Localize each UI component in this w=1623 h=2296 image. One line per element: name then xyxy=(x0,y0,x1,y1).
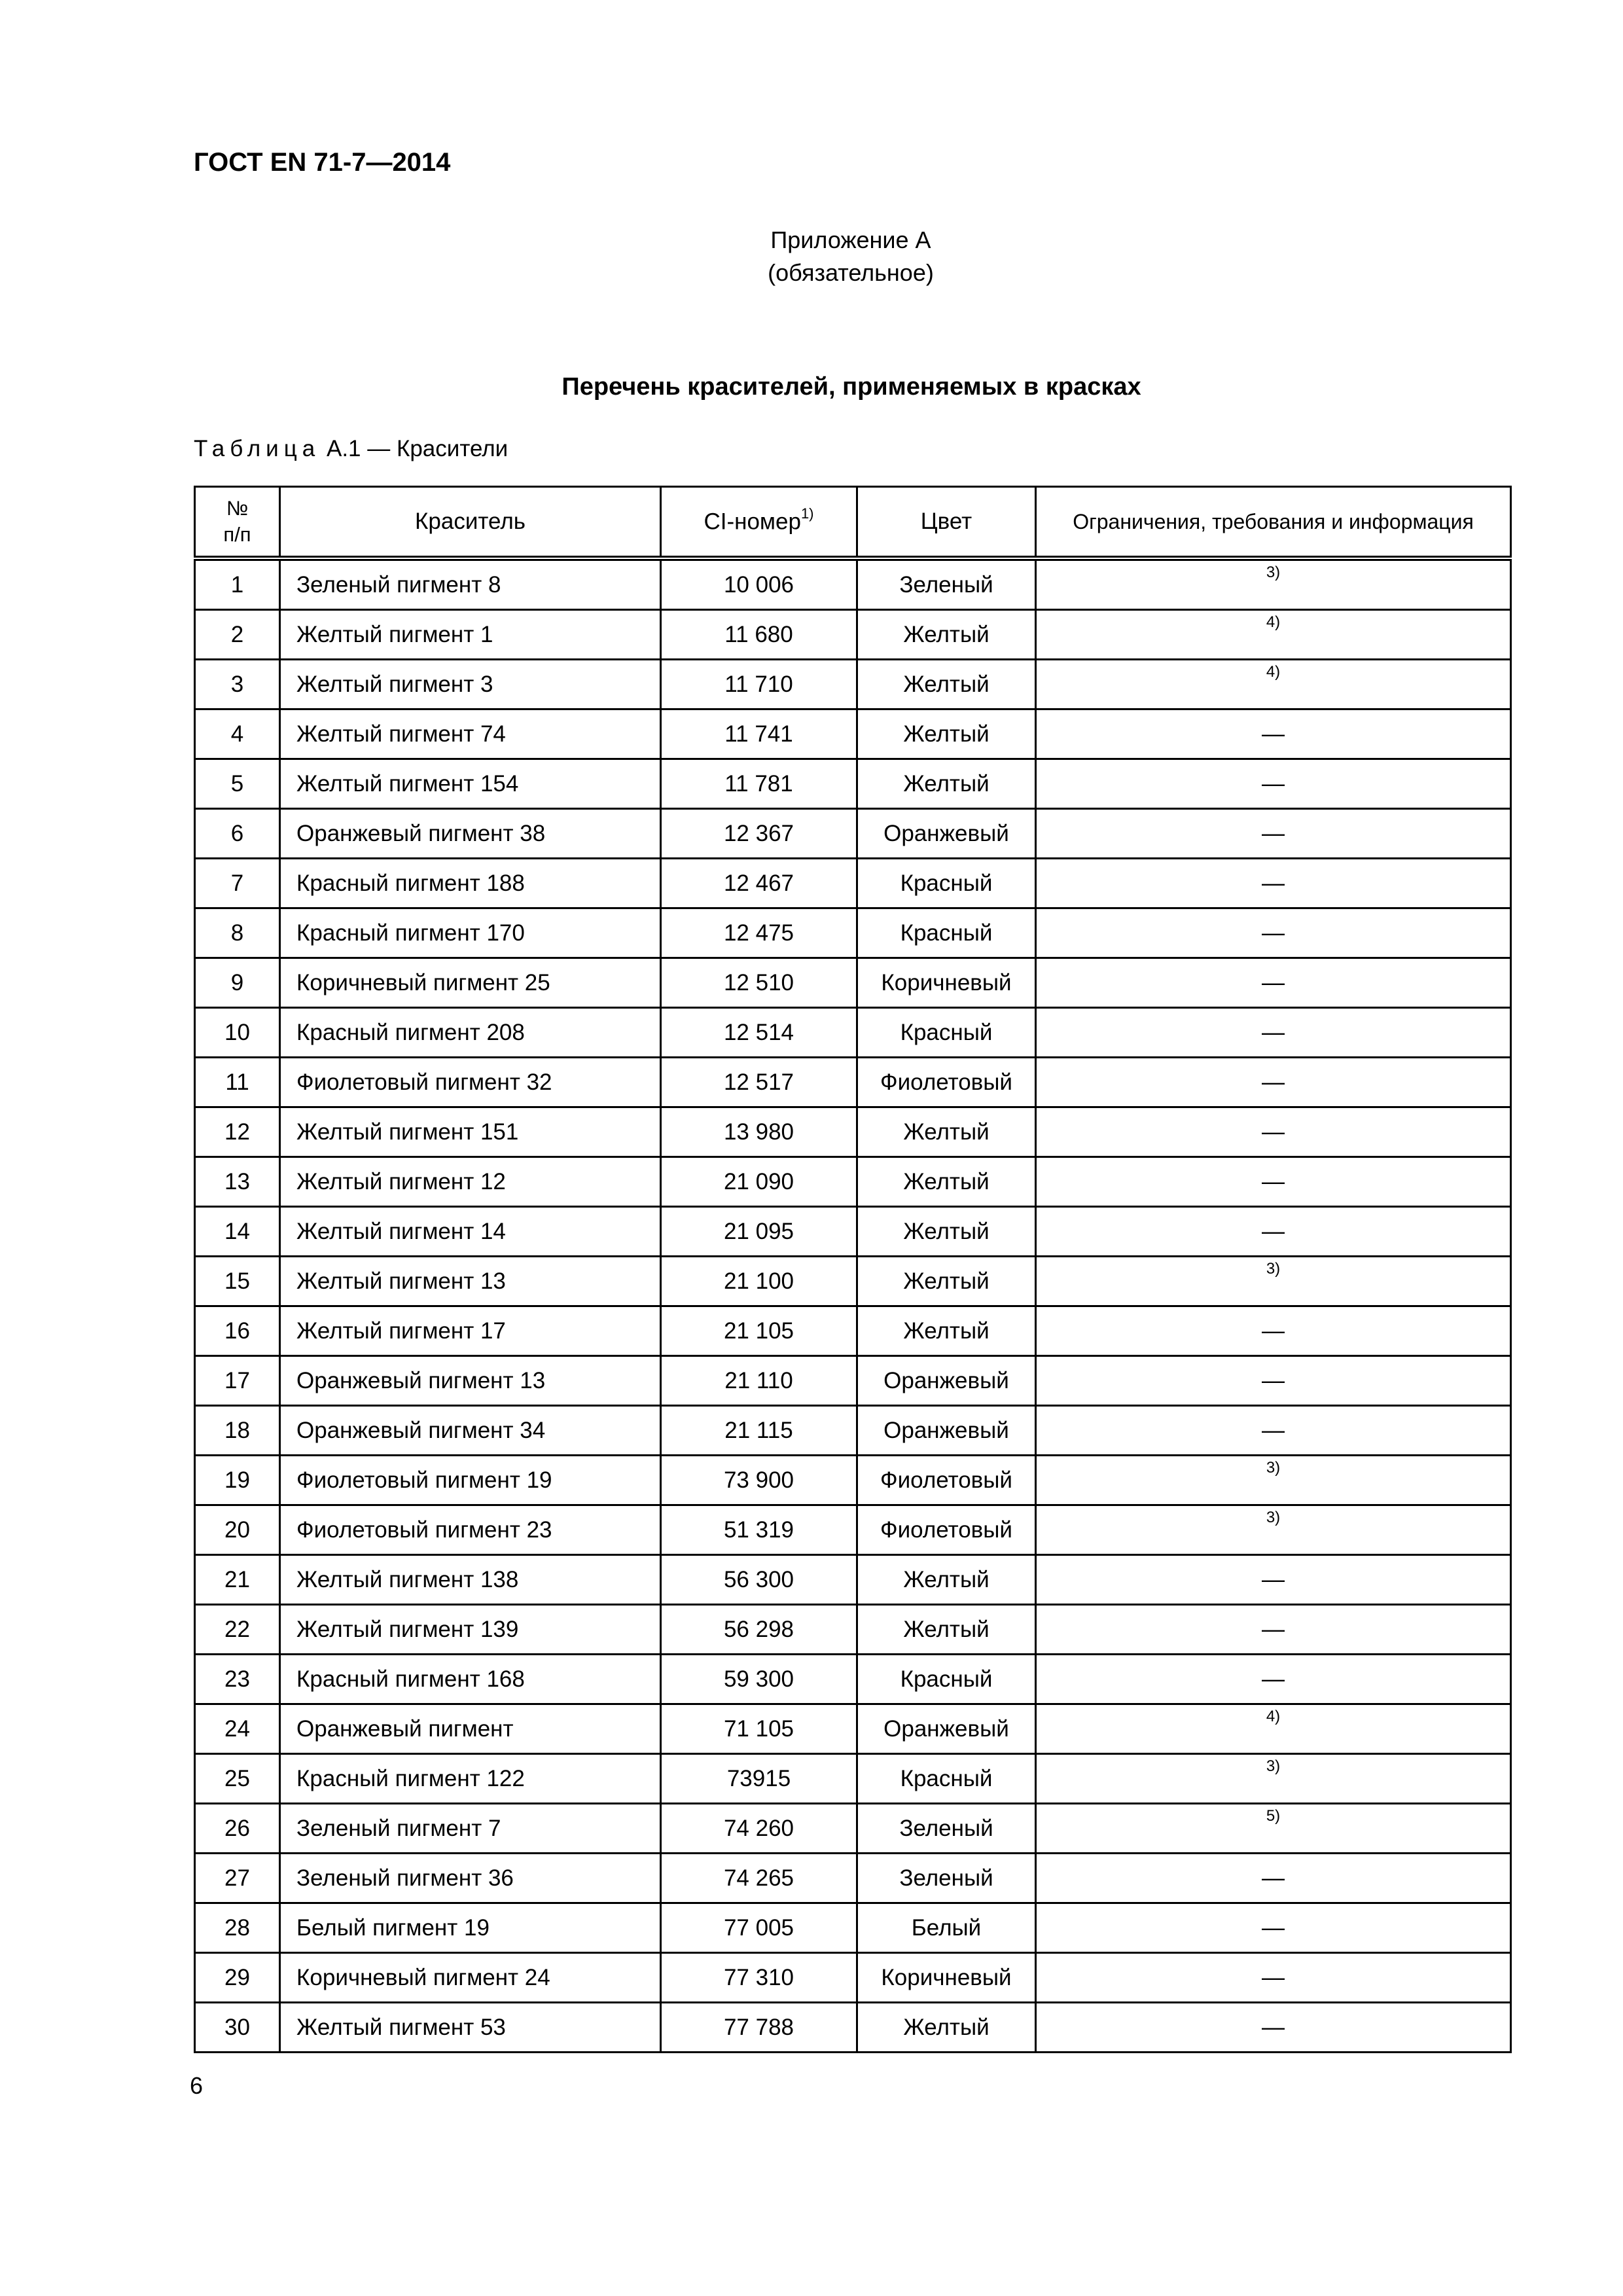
table-row xyxy=(195,660,1511,709)
table-caption xyxy=(194,436,508,462)
row-restriction-footnote: 3) xyxy=(1266,564,1281,581)
row-dye-name: Зеленый пигмент 8 xyxy=(280,558,661,610)
row-color: Оранжевый xyxy=(857,1356,1036,1406)
row-ci-number: 12 517 xyxy=(661,1058,857,1107)
row-restriction-dash: — xyxy=(1262,1119,1285,1145)
row-restriction-dash: — xyxy=(1262,1218,1285,1244)
row-dye-name: Красный пигмент 188 xyxy=(280,859,661,908)
row-number: 12 xyxy=(195,1107,280,1157)
row-color: Желтый xyxy=(857,1555,1036,1605)
row-color: Желтый xyxy=(857,1107,1036,1157)
row-restriction-dash: — xyxy=(1262,1616,1285,1642)
row-restriction-dash: — xyxy=(1262,1964,1285,1990)
row-dye-name: Желтый пигмент 14 xyxy=(280,1207,661,1257)
row-number: 27 xyxy=(195,1854,280,1903)
row-number: 4 xyxy=(195,709,280,759)
row-restriction-dash: — xyxy=(1262,721,1285,747)
row-number: 13 xyxy=(195,1157,280,1207)
section-title: Перечень красителей, применяемых в красках xyxy=(562,373,1141,401)
row-number: 21 xyxy=(195,1555,280,1605)
row-restriction-dash: — xyxy=(1262,1417,1285,1443)
row-dye-name: Белый пигмент 19 xyxy=(280,1903,661,1953)
row-number: 14 xyxy=(195,1207,280,1257)
row-color: Красный xyxy=(857,1008,1036,1058)
table-row xyxy=(195,2003,1511,2053)
row-restriction-dash: — xyxy=(1262,969,1285,996)
row-ci-number: 12 514 xyxy=(661,1008,857,1058)
row-restriction-footnote: 4) xyxy=(1266,613,1281,631)
row-color: Фиолетовый xyxy=(857,1058,1036,1107)
row-ci-number: 11 710 xyxy=(661,660,857,709)
table-row xyxy=(195,558,1511,610)
row-dye-name: Фиолетовый пигмент 32 xyxy=(280,1058,661,1107)
row-ci-number: 21 105 xyxy=(661,1306,857,1356)
row-restriction-dash: — xyxy=(1262,1666,1285,1692)
table-row xyxy=(195,1107,1511,1157)
row-restrictions xyxy=(1036,1207,1511,1257)
row-number: 30 xyxy=(195,2003,280,2053)
row-restriction-dash: — xyxy=(1262,820,1285,846)
row-number: 22 xyxy=(195,1605,280,1655)
row-color: Желтый xyxy=(857,709,1036,759)
row-color: Желтый xyxy=(857,1157,1036,1207)
page-number: 6 xyxy=(190,2072,204,2099)
row-restrictions xyxy=(1036,859,1511,908)
table-header-row xyxy=(195,487,1511,559)
row-restriction-footnote: 3) xyxy=(1266,1459,1281,1477)
row-color: Желтый xyxy=(857,1605,1036,1655)
table-row xyxy=(195,1953,1511,2003)
row-number: 20 xyxy=(195,1505,280,1555)
dyes-table xyxy=(194,486,1512,2053)
row-restrictions xyxy=(1036,1356,1511,1406)
row-ci-number: 77 310 xyxy=(661,1953,857,2003)
row-restriction-dash: — xyxy=(1262,1019,1285,1045)
row-color: Коричневый xyxy=(857,958,1036,1008)
row-restrictions xyxy=(1036,1903,1511,1953)
row-color: Желтый xyxy=(857,660,1036,709)
table-row xyxy=(195,1157,1511,1207)
header-dye: Краситель xyxy=(280,487,661,559)
row-dye-name: Оранжевый пигмент 38 xyxy=(280,809,661,859)
table-row xyxy=(195,1505,1511,1555)
row-ci-number: 11 680 xyxy=(661,610,857,660)
row-number: 29 xyxy=(195,1953,280,2003)
row-restrictions xyxy=(1036,1804,1511,1854)
row-dye-name: Желтый пигмент 53 xyxy=(280,2003,661,2053)
table-row xyxy=(195,1008,1511,1058)
row-dye-name: Оранжевый пигмент xyxy=(280,1704,661,1754)
row-color: Оранжевый xyxy=(857,809,1036,859)
table-row xyxy=(195,1655,1511,1704)
table-caption-rest: А.1 — Красители xyxy=(326,436,508,461)
row-color: Белый xyxy=(857,1903,1036,1953)
row-dye-name: Желтый пигмент 3 xyxy=(280,660,661,709)
row-color: Красный xyxy=(857,908,1036,958)
row-number: 15 xyxy=(195,1257,280,1306)
row-restrictions xyxy=(1036,1655,1511,1704)
row-restrictions xyxy=(1036,709,1511,759)
table-row xyxy=(195,709,1511,759)
annex-title: Приложение А xyxy=(770,226,931,253)
row-color: Фиолетовый xyxy=(857,1456,1036,1505)
table-body xyxy=(195,558,1511,2053)
row-ci-number: 56 300 xyxy=(661,1555,857,1605)
row-ci-number: 13 980 xyxy=(661,1107,857,1157)
table-row xyxy=(195,1306,1511,1356)
row-color: Красный xyxy=(857,1655,1036,1704)
row-color: Желтый xyxy=(857,2003,1036,2053)
row-restriction-footnote: 4) xyxy=(1266,1708,1281,1725)
row-restrictions xyxy=(1036,1555,1511,1605)
row-ci-number: 51 319 xyxy=(661,1505,857,1555)
row-restrictions xyxy=(1036,1456,1511,1505)
row-ci-number: 74 265 xyxy=(661,1854,857,1903)
row-color: Желтый xyxy=(857,610,1036,660)
row-restrictions xyxy=(1036,660,1511,709)
row-number: 7 xyxy=(195,859,280,908)
row-restrictions xyxy=(1036,1107,1511,1157)
row-dye-name: Коричневый пигмент 24 xyxy=(280,1953,661,2003)
row-color: Фиолетовый xyxy=(857,1505,1036,1555)
row-dye-name: Желтый пигмент 139 xyxy=(280,1605,661,1655)
row-dye-name: Оранжевый пигмент 13 xyxy=(280,1356,661,1406)
row-dye-name: Фиолетовый пигмент 23 xyxy=(280,1505,661,1555)
row-restrictions xyxy=(1036,1505,1511,1555)
row-dye-name: Желтый пигмент 138 xyxy=(280,1555,661,1605)
table-row xyxy=(195,1058,1511,1107)
row-color: Желтый xyxy=(857,1306,1036,1356)
row-number: 26 xyxy=(195,1804,280,1854)
row-restriction-footnote: 3) xyxy=(1266,1509,1281,1526)
row-dye-name: Красный пигмент 122 xyxy=(280,1754,661,1804)
row-ci-number: 71 105 xyxy=(661,1704,857,1754)
table-row xyxy=(195,1356,1511,1406)
row-color: Коричневый xyxy=(857,1953,1036,2003)
document-code: ГОСТ EN 71-7—2014 xyxy=(194,148,451,177)
table-row xyxy=(195,610,1511,660)
row-number: 19 xyxy=(195,1456,280,1505)
row-color: Оранжевый xyxy=(857,1406,1036,1456)
table-row xyxy=(195,859,1511,908)
row-restrictions xyxy=(1036,610,1511,660)
row-restrictions xyxy=(1036,1257,1511,1306)
row-dye-name: Красный пигмент 208 xyxy=(280,1008,661,1058)
row-ci-number: 77 788 xyxy=(661,2003,857,2053)
row-ci-number: 12 467 xyxy=(661,859,857,908)
header-ci-number xyxy=(661,487,857,559)
row-number: 18 xyxy=(195,1406,280,1456)
row-number: 1 xyxy=(195,558,280,610)
annex-status: (обязательное) xyxy=(768,259,934,286)
row-color: Оранжевый xyxy=(857,1704,1036,1754)
row-restrictions xyxy=(1036,1157,1511,1207)
row-restriction-dash: — xyxy=(1262,1367,1285,1393)
row-restrictions xyxy=(1036,1306,1511,1356)
row-number: 3 xyxy=(195,660,280,709)
table-row xyxy=(195,1456,1511,1505)
row-ci-number: 73 900 xyxy=(661,1456,857,1505)
row-number: 25 xyxy=(195,1754,280,1804)
row-restriction-dash: — xyxy=(1262,1318,1285,1344)
row-color: Красный xyxy=(857,859,1036,908)
table-row xyxy=(195,1555,1511,1605)
row-number: 6 xyxy=(195,809,280,859)
row-dye-name: Зеленый пигмент 36 xyxy=(280,1854,661,1903)
row-restriction-dash: — xyxy=(1262,1566,1285,1592)
row-dye-name: Красный пигмент 168 xyxy=(280,1655,661,1704)
row-color: Красный xyxy=(857,1754,1036,1804)
row-restrictions xyxy=(1036,908,1511,958)
row-restriction-dash: — xyxy=(1262,2014,1285,2040)
row-number: 16 xyxy=(195,1306,280,1356)
row-restrictions xyxy=(1036,1854,1511,1903)
row-number: 9 xyxy=(195,958,280,1008)
header-ci-footnote: 1) xyxy=(800,505,814,522)
header-restrictions: Ограничения, требования и информация xyxy=(1036,487,1511,559)
row-number: 10 xyxy=(195,1008,280,1058)
row-dye-name: Коричневый пигмент 25 xyxy=(280,958,661,1008)
table-row xyxy=(195,1207,1511,1257)
row-dye-name: Красный пигмент 170 xyxy=(280,908,661,958)
row-restrictions xyxy=(1036,1406,1511,1456)
table-caption-label: Таблица xyxy=(194,436,321,461)
row-ci-number: 12 475 xyxy=(661,908,857,958)
row-ci-number: 11 781 xyxy=(661,759,857,809)
row-restriction-dash: — xyxy=(1262,770,1285,797)
row-ci-number: 12 367 xyxy=(661,809,857,859)
table-row xyxy=(195,958,1511,1008)
row-ci-number: 77 005 xyxy=(661,1903,857,1953)
header-ci-label: CI-номер xyxy=(704,509,801,535)
row-restrictions xyxy=(1036,1058,1511,1107)
row-ci-number: 21 090 xyxy=(661,1157,857,1207)
row-ci-number: 74 260 xyxy=(661,1804,857,1854)
table-row xyxy=(195,1854,1511,1903)
row-restriction-dash: — xyxy=(1262,1914,1285,1941)
row-restrictions xyxy=(1036,958,1511,1008)
row-color: Желтый xyxy=(857,1257,1036,1306)
row-dye-name: Желтый пигмент 151 xyxy=(280,1107,661,1157)
row-ci-number: 21 100 xyxy=(661,1257,857,1306)
row-color: Желтый xyxy=(857,1207,1036,1257)
row-restriction-footnote: 4) xyxy=(1266,663,1281,681)
row-number: 23 xyxy=(195,1655,280,1704)
table-row xyxy=(195,1804,1511,1854)
row-restrictions xyxy=(1036,558,1511,610)
row-color: Зеленый xyxy=(857,1804,1036,1854)
row-dye-name: Желтый пигмент 13 xyxy=(280,1257,661,1306)
row-dye-name: Фиолетовый пигмент 19 xyxy=(280,1456,661,1505)
row-restrictions xyxy=(1036,2003,1511,2053)
annex-heading xyxy=(641,224,1060,289)
row-color: Зеленый xyxy=(857,1854,1036,1903)
table-row xyxy=(195,908,1511,958)
table-row xyxy=(195,1903,1511,1953)
row-restriction-dash: — xyxy=(1262,1069,1285,1095)
row-restrictions xyxy=(1036,759,1511,809)
row-ci-number: 21 095 xyxy=(661,1207,857,1257)
row-number: 17 xyxy=(195,1356,280,1406)
row-ci-number: 11 741 xyxy=(661,709,857,759)
header-number-line1: № xyxy=(226,497,249,520)
row-restriction-dash: — xyxy=(1262,1865,1285,1891)
row-dye-name: Оранжевый пигмент 34 xyxy=(280,1406,661,1456)
row-restriction-dash: — xyxy=(1262,870,1285,896)
row-restriction-footnote: 5) xyxy=(1266,1807,1281,1825)
row-number: 24 xyxy=(195,1704,280,1754)
table-row xyxy=(195,1605,1511,1655)
table-row xyxy=(195,1257,1511,1306)
header-number-line2: п/п xyxy=(223,523,251,546)
row-number: 2 xyxy=(195,610,280,660)
row-number: 28 xyxy=(195,1903,280,1953)
table-row xyxy=(195,1406,1511,1456)
row-restriction-dash: — xyxy=(1262,920,1285,946)
row-restriction-footnote: 3) xyxy=(1266,1260,1281,1278)
row-ci-number: 10 006 xyxy=(661,558,857,610)
row-ci-number: 73915 xyxy=(661,1754,857,1804)
row-number: 8 xyxy=(195,908,280,958)
row-ci-number: 21 115 xyxy=(661,1406,857,1456)
header-color: Цвет xyxy=(857,487,1036,559)
row-ci-number: 59 300 xyxy=(661,1655,857,1704)
row-dye-name: Желтый пигмент 12 xyxy=(280,1157,661,1207)
table-row xyxy=(195,1754,1511,1804)
header-number xyxy=(195,487,280,559)
table-row xyxy=(195,759,1511,809)
row-number: 11 xyxy=(195,1058,280,1107)
row-ci-number: 12 510 xyxy=(661,958,857,1008)
row-dye-name: Желтый пигмент 74 xyxy=(280,709,661,759)
row-restrictions xyxy=(1036,1953,1511,2003)
row-restriction-footnote: 3) xyxy=(1266,1757,1281,1775)
table-row xyxy=(195,809,1511,859)
row-number: 5 xyxy=(195,759,280,809)
row-ci-number: 56 298 xyxy=(661,1605,857,1655)
row-restrictions xyxy=(1036,1605,1511,1655)
row-color: Желтый xyxy=(857,759,1036,809)
row-restrictions xyxy=(1036,1008,1511,1058)
row-restrictions xyxy=(1036,809,1511,859)
row-dye-name: Желтый пигмент 17 xyxy=(280,1306,661,1356)
row-dye-name: Зеленый пигмент 7 xyxy=(280,1804,661,1854)
row-dye-name: Желтый пигмент 154 xyxy=(280,759,661,809)
row-restriction-dash: — xyxy=(1262,1168,1285,1194)
row-color: Зеленый xyxy=(857,558,1036,610)
table-row xyxy=(195,1704,1511,1754)
row-restrictions xyxy=(1036,1754,1511,1804)
row-restrictions xyxy=(1036,1704,1511,1754)
row-dye-name: Желтый пигмент 1 xyxy=(280,610,661,660)
row-ci-number: 21 110 xyxy=(661,1356,857,1406)
